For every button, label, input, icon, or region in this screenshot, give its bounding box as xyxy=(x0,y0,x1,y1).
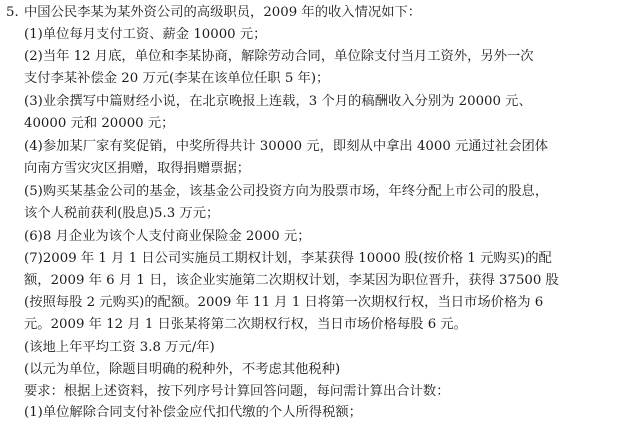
item-3-line-1: (3)业余撰写中篇财经小说，在北京晚报上连载，3 个月的稿酬收入分别为 20000 元、 xyxy=(24,94,532,109)
item-4-line-1: (4)参加某厂家有奖促销，中奖所得共计 30000 元，即刻从中拿出 4000 元通过社会团体 xyxy=(24,139,549,154)
question-number: 5. xyxy=(6,5,19,20)
item-7-line-1: (7)2009 年 1 月 1 日公司实施员工期权计划，李某获得 10000 股(按价格 1 元购买)的配 xyxy=(24,251,552,266)
sub-question-1: (1)单位解除合同支付补偿金应代扣代缴的个人所得税额； xyxy=(24,405,362,420)
item-2-line-1: (2)当年 12 月底，单位和李某协商，解除劳动合同，单位除支付当月工资外，另外一次 xyxy=(24,49,534,64)
note-average-wage: (该地上年平均工资 3.8 万元/年) xyxy=(24,340,215,355)
item-7-line-3: (按照每股 2 元购买)的配额。2009 年 11 月 1 日将第一次期权行权，当日市场价格为 6 xyxy=(24,295,544,310)
item-1: (1)单位每月支付工资、薪金 10000 元； xyxy=(24,27,267,42)
item-7-line-4: 元。2009 年 12 月 1 日张某将第二次期权行权，当日市场价格每股 6 元。 xyxy=(24,317,467,332)
item-5-line-2: 该个人税前获利(股息)5.3 万元； xyxy=(24,206,220,221)
requirement: 要求：根据上述资料，按下列序号计算回答问题，每问需计算出合计数： xyxy=(24,384,450,399)
item-2-line-2: 支付李某补偿金 20 万元(李某在该单位任职 5 年)； xyxy=(24,71,330,86)
item-5-line-1: (5)购买某基金公司的基金，该基金公司投资方向为股票市场，年终分配上市公司的股息， xyxy=(24,184,549,199)
item-4-line-2: 向南方雪灾灾区捐赠，取得捐赠票据； xyxy=(24,161,251,176)
item-7-line-2: 额，2009 年 6 月 1 日，该企业实施第二次期权计划，李某因为职位晋升，获得 37500 股 xyxy=(24,273,559,288)
note-unit: (以元为单位，除题目明确的税种外，不考虑其他税种) xyxy=(24,362,341,377)
question-intro: 中国公民李某为某外资公司的高级职员，2009 年的收入情况如下： xyxy=(24,5,422,20)
item-6: (6)8 月企业为该个人支付商业保险金 2000 元； xyxy=(24,229,311,244)
item-3-line-2: 40000 元和 20000 元； xyxy=(24,116,175,131)
exam-question xyxy=(6,0,632,424)
